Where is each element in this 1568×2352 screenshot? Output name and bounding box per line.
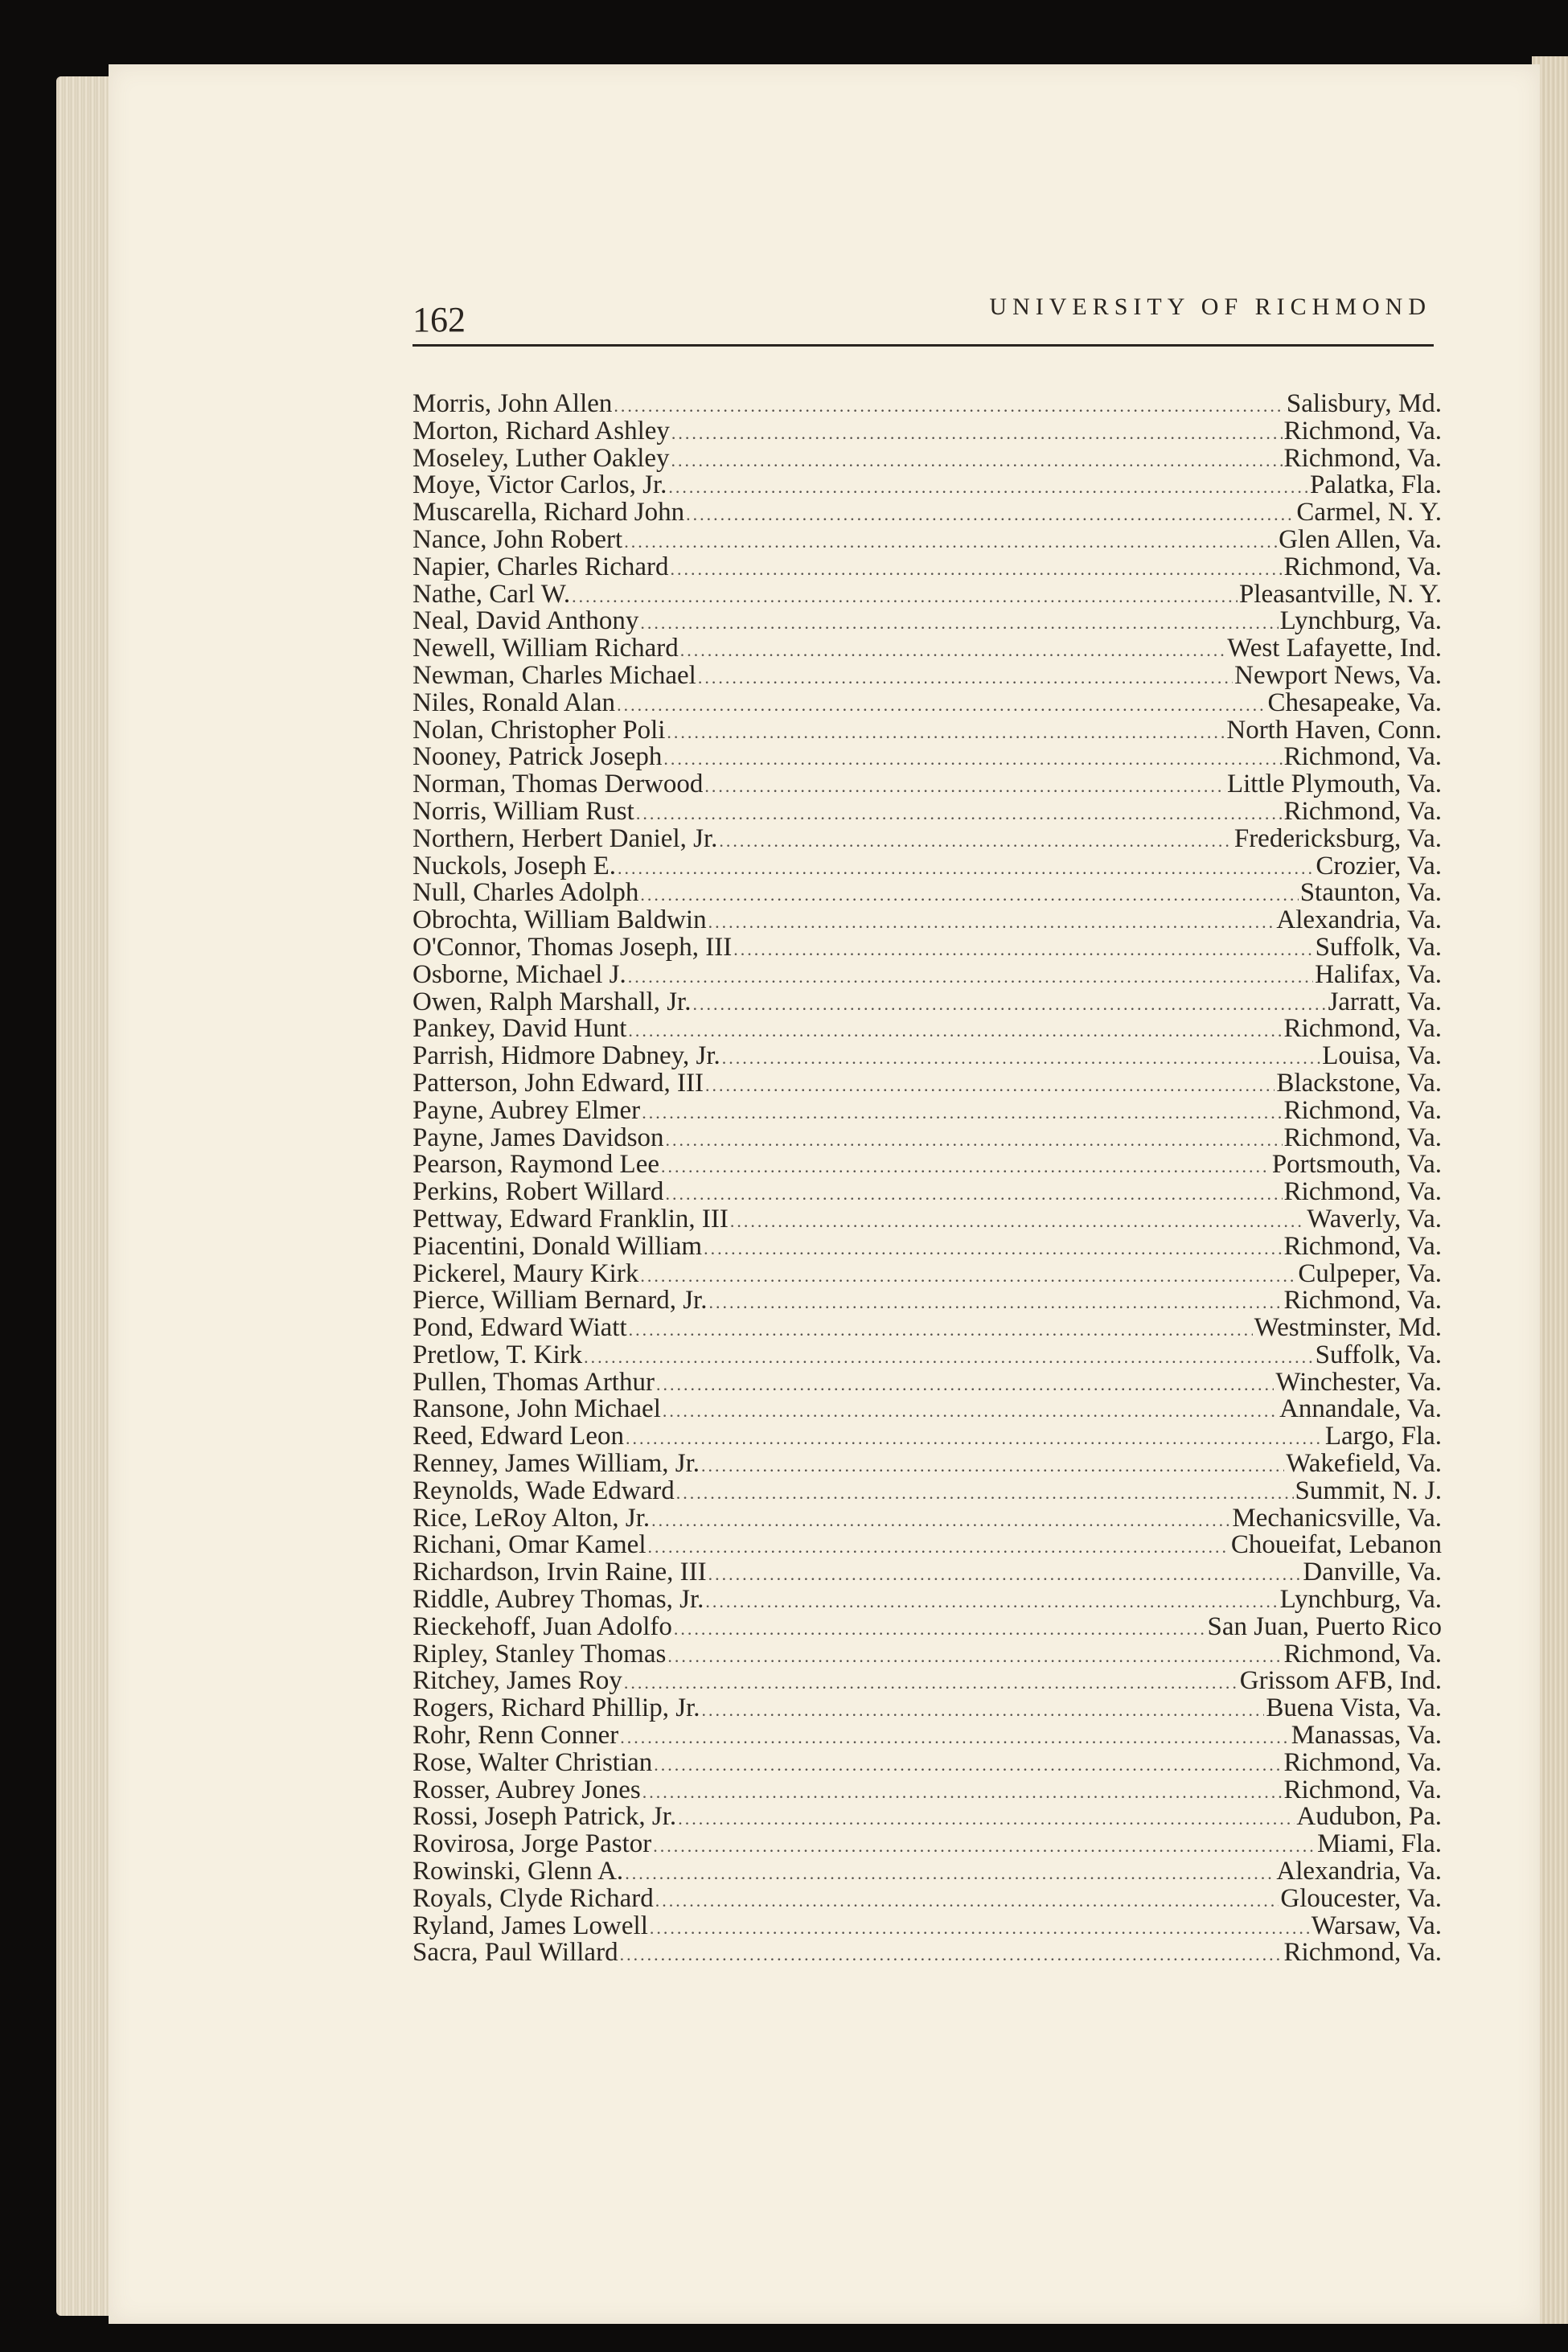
book-page-edges [56, 76, 113, 2316]
hometown: Glen Allen, Va. [1279, 524, 1442, 554]
student-name: Rowinski, Glenn A. [413, 1857, 624, 1886]
dot-leader [676, 1480, 1294, 1507]
dot-leader [686, 501, 1295, 528]
student-name: Northern, Herbert Daniel, Jr. [413, 823, 718, 853]
student-directory-list [413, 391, 1442, 1967]
directory-entry [413, 1559, 1442, 1586]
directory-entry [413, 1423, 1442, 1451]
directory-entry [413, 1342, 1442, 1369]
directory-entry [413, 1125, 1442, 1152]
directory-entry [413, 418, 1442, 445]
hometown: Richmond, Va. [1283, 1938, 1442, 1968]
directory-entry [413, 608, 1442, 635]
dot-leader [656, 1371, 1274, 1398]
directory-entry [413, 1233, 1442, 1261]
directory-entry [413, 635, 1442, 663]
dot-leader [620, 1724, 1289, 1751]
directory-entry [413, 1043, 1442, 1070]
directory-entry [413, 1668, 1442, 1695]
student-name: Richardson, Irvin Raine, III [413, 1558, 707, 1587]
hometown: Richmond, Va. [1283, 552, 1442, 581]
hometown: Wakefield, Va. [1286, 1449, 1442, 1479]
student-name: Pond, Edward Wiatt [413, 1313, 627, 1343]
student-name: Napier, Charles Richard [413, 552, 669, 581]
hometown: Louisa, Va. [1322, 1041, 1442, 1071]
student-name: Rohr, Renn Conner [413, 1721, 619, 1751]
hometown: Richmond, Va. [1283, 1286, 1442, 1316]
student-name: Renney, James William, Jr. [413, 1449, 700, 1479]
directory-entry [413, 1804, 1442, 1831]
student-name: Ransone, John Michael [413, 1394, 661, 1424]
directory-entry [413, 1722, 1442, 1750]
student-name: Norris, William Rust [413, 796, 634, 826]
dot-leader [655, 1887, 1279, 1915]
hometown: Blackstone, Va. [1276, 1068, 1442, 1098]
directory-entry [413, 880, 1442, 907]
directory-entry [413, 1478, 1442, 1505]
directory-entry [413, 1179, 1442, 1206]
directory-entry [413, 717, 1442, 745]
student-name: Neal, David Anthony [413, 606, 639, 636]
student-name: Patterson, John Edward, III [413, 1068, 704, 1098]
hometown: Culpeper, Va. [1298, 1258, 1442, 1288]
directory-entry [413, 472, 1442, 499]
directory-entry [413, 499, 1442, 527]
student-name: Richani, Omar Kamel [413, 1530, 646, 1560]
student-name: Reed, Edward Leon [413, 1422, 624, 1451]
dot-leader [663, 1398, 1278, 1425]
directory-entry [413, 1831, 1442, 1858]
running-head: UNIVERSITY OF RICHMOND [989, 293, 1431, 320]
student-name: Sacra, Paul Willard [413, 1938, 618, 1968]
student-name: Moseley, Luther Oakley [413, 443, 670, 473]
directory-entry [413, 1396, 1442, 1423]
directory-entry [413, 1939, 1442, 1967]
student-name: Perkins, Robert Willard [413, 1177, 664, 1207]
hometown: West Lafayette, Ind. [1227, 634, 1442, 663]
student-name: Ritchey, James Roy [413, 1666, 622, 1696]
hometown: Halifax, Va. [1315, 959, 1442, 989]
dot-leader [702, 1697, 1265, 1724]
student-name: Pettway, Edward Franklin, III [413, 1204, 729, 1233]
student-name: Muscarella, Richard John [413, 498, 685, 527]
directory-entry [413, 1369, 1442, 1397]
hometown: Chesapeake, Va. [1267, 688, 1442, 717]
dot-leader [636, 800, 1283, 827]
directory-entry [413, 1858, 1442, 1886]
directory-entry [413, 1641, 1442, 1669]
dot-leader [642, 1099, 1282, 1127]
dot-leader [628, 963, 1313, 991]
dot-leader [624, 528, 1277, 556]
student-name: Nuckols, Joseph E. [413, 851, 616, 880]
student-name: Morris, John Allen [413, 389, 613, 418]
dot-leader [705, 1588, 1278, 1615]
dot-leader [666, 1127, 1283, 1154]
student-name: Newell, William Richard [413, 634, 679, 663]
directory-entry [413, 1206, 1442, 1233]
hometown: Staunton, Va. [1299, 878, 1442, 908]
student-name: Rose, Walter Christian [413, 1747, 653, 1777]
directory-entry [413, 690, 1442, 717]
dot-leader [626, 1425, 1324, 1452]
hometown: Palatka, Fla. [1309, 470, 1442, 500]
hometown: Lynchburg, Va. [1279, 606, 1442, 636]
student-name: Nathe, Carl W. [413, 579, 571, 609]
dot-leader [624, 1669, 1238, 1697]
directory-entry [413, 959, 1442, 989]
hometown: Alexandria, Va. [1276, 1857, 1442, 1886]
dot-leader [620, 1941, 1283, 1968]
student-name: Pankey, David Hunt [413, 1014, 627, 1044]
student-name: Obrochta, William Baldwin [413, 905, 707, 935]
directory-entry [413, 1695, 1442, 1722]
hometown: Carmel, N. Y. [1296, 498, 1442, 527]
directory-entry [413, 660, 1442, 690]
hometown: Audubon, Pa. [1296, 1802, 1442, 1832]
hometown: Portsmouth, Va. [1271, 1150, 1442, 1180]
dot-leader [667, 719, 1225, 746]
hometown: Lynchburg, Va. [1279, 1585, 1442, 1615]
student-name: Royals, Clyde Richard [413, 1883, 654, 1913]
directory-entry [413, 1451, 1442, 1478]
student-name: Norman, Thomas Derwood [413, 770, 704, 799]
hometown: Winchester, Va. [1275, 1367, 1442, 1397]
hometown: Westminster, Md. [1254, 1313, 1442, 1343]
hometown: Grissom AFB, Ind. [1239, 1666, 1442, 1696]
student-name: Payne, Aubrey Elmer [413, 1095, 641, 1125]
dot-leader [648, 1533, 1229, 1561]
hometown: San Juan, Puerto Rico [1207, 1611, 1442, 1641]
hometown: Richmond, Va. [1283, 1014, 1442, 1044]
student-name: Ripley, Stanley Thomas [413, 1639, 667, 1669]
hometown: Richmond, Va. [1283, 1775, 1442, 1804]
hometown: Choueifat, Lebanon [1230, 1530, 1442, 1560]
dot-leader [614, 392, 1284, 420]
directory-entry [413, 823, 1442, 853]
student-name: Payne, James Davidson [413, 1123, 664, 1152]
student-name: Nance, John Robert [413, 524, 623, 554]
hometown: Richmond, Va. [1283, 1095, 1442, 1125]
hometown: Fredericksburg, Va. [1233, 823, 1442, 853]
dot-leader [640, 1262, 1296, 1290]
hometown: Richmond, Va. [1283, 1177, 1442, 1207]
directory-entry [413, 744, 1442, 771]
student-name: Rice, LeRoy Alton, Jr. [413, 1503, 651, 1533]
dot-leader [698, 664, 1233, 692]
directory-entry [413, 934, 1442, 962]
directory-entry [413, 1883, 1442, 1913]
student-name: Null, Charles Adolph [413, 878, 639, 908]
hometown: Warsaw, Va. [1311, 1911, 1442, 1940]
student-name: Pearson, Raymond Lee [413, 1150, 660, 1180]
directory-entry [413, 1586, 1442, 1614]
dot-leader [584, 1344, 1313, 1371]
directory-entry [413, 391, 1442, 418]
directory-entry [413, 445, 1442, 473]
dot-leader [572, 583, 1238, 610]
hometown: Crozier, Va. [1316, 851, 1442, 880]
directory-entry [413, 524, 1442, 554]
hometown: Richmond, Va. [1283, 1639, 1442, 1669]
hometown: Pleasantville, N. Y. [1238, 579, 1442, 609]
student-name: Nooney, Patrick Joseph [413, 742, 663, 772]
header-rule [413, 344, 1434, 347]
hometown: Richmond, Va. [1283, 1123, 1442, 1152]
hometown: Richmond, Va. [1283, 1231, 1442, 1261]
dot-leader [625, 1860, 1275, 1887]
dot-leader [651, 1507, 1230, 1534]
dot-leader [667, 1643, 1282, 1670]
hometown: Annandale, Va. [1279, 1394, 1442, 1424]
directory-entry [413, 907, 1442, 934]
student-name: Owen, Ralph Marshall, Jr. [413, 987, 692, 1016]
student-name: Osborne, Michael J. [413, 959, 626, 989]
student-name: Pierce, William Bernard, Jr. [413, 1286, 708, 1316]
hometown: Buena Vista, Va. [1266, 1693, 1442, 1723]
dot-leader [680, 637, 1226, 664]
hometown: North Haven, Conn. [1226, 715, 1442, 745]
student-name: Niles, Ronald Alan [413, 688, 616, 717]
dot-leader [653, 1833, 1316, 1860]
student-name: Pullen, Thomas Arthur [413, 1367, 655, 1397]
dot-leader [722, 1045, 1320, 1072]
dot-leader [733, 936, 1313, 963]
hometown: Danville, Va. [1303, 1558, 1442, 1587]
directory-entry [413, 554, 1442, 581]
hometown: Jarratt, Va. [1328, 987, 1442, 1016]
hometown: Manassas, Va. [1291, 1721, 1442, 1751]
dot-leader [654, 1751, 1282, 1779]
dot-leader [705, 1072, 1275, 1099]
hometown: Little Plymouth, Va. [1226, 770, 1442, 799]
dot-leader [642, 1779, 1283, 1806]
dot-leader [708, 909, 1275, 936]
hometown: Richmond, Va. [1283, 796, 1442, 826]
student-name: Parrish, Hidmore Dabney, Jr. [413, 1041, 720, 1071]
hometown: Salisbury, Md. [1286, 389, 1442, 418]
directory-entry [413, 798, 1442, 826]
hometown: Waverly, Va. [1307, 1204, 1442, 1233]
hometown: Richmond, Va. [1283, 443, 1442, 473]
directory-entry [413, 1532, 1442, 1559]
hometown: Richmond, Va. [1283, 742, 1442, 772]
dot-leader [692, 991, 1326, 1018]
student-name: Moye, Victor Carlos, Jr. [413, 470, 667, 500]
dot-leader [629, 1316, 1253, 1344]
dot-leader [671, 420, 1283, 447]
student-name: Pickerel, Maury Kirk [413, 1258, 639, 1288]
hometown: Suffolk, Va. [1315, 1340, 1442, 1369]
dot-leader [704, 773, 1225, 800]
directory-entry [413, 1777, 1442, 1804]
directory-entry [413, 1913, 1442, 1940]
student-name: Morton, Richard Ashley [413, 416, 670, 445]
student-name: Newman, Charles Michael [413, 660, 696, 690]
student-name: Riddle, Aubrey Thomas, Jr. [413, 1585, 704, 1615]
dot-leader [661, 1153, 1270, 1180]
student-name: Reynolds, Wade Edward [413, 1476, 675, 1505]
dot-leader [708, 1289, 1282, 1316]
dot-leader [640, 610, 1278, 637]
hometown: Summit, N. J. [1295, 1476, 1442, 1505]
dot-leader [704, 1235, 1282, 1262]
directory-entry [413, 1258, 1442, 1288]
hometown: Richmond, Va. [1283, 1747, 1442, 1777]
dot-leader [668, 474, 1308, 501]
hometown: Newport News, Va. [1234, 660, 1442, 690]
student-name: Rossi, Joseph Patrick, Jr. [413, 1802, 677, 1832]
student-name: Rogers, Richard Phillip, Jr. [413, 1693, 700, 1723]
dot-leader [617, 692, 1266, 719]
dot-leader [719, 827, 1232, 855]
hometown: Suffolk, Va. [1315, 932, 1442, 962]
student-name: O'Connor, Thomas Joseph, III [413, 932, 733, 962]
dot-leader [674, 1615, 1206, 1643]
dot-leader [671, 447, 1283, 474]
directory-entry [413, 771, 1442, 798]
directory-entry [413, 1151, 1442, 1179]
page-number: 162 [413, 300, 466, 339]
dot-leader [708, 1561, 1302, 1588]
student-name: Piacentini, Donald William [413, 1231, 703, 1261]
directory-entry [413, 1287, 1442, 1315]
student-name: Ryland, James Lowell [413, 1911, 648, 1940]
student-name: Pretlow, T. Kirk [413, 1340, 583, 1369]
dot-leader [701, 1452, 1284, 1480]
student-name: Rieckehoff, Juan Adolfo [413, 1611, 672, 1641]
directory-entry [413, 1747, 1442, 1777]
student-name: Rosser, Aubrey Jones [413, 1775, 641, 1804]
directory-entry [413, 581, 1442, 609]
dot-leader [678, 1805, 1295, 1833]
hometown: Miami, Fla. [1317, 1829, 1442, 1859]
directory-entry [413, 1016, 1442, 1043]
hometown: Mechanicsville, Va. [1232, 1503, 1442, 1533]
dot-leader [730, 1208, 1305, 1235]
student-name: Rovirosa, Jorge Pastor [413, 1829, 652, 1859]
hometown: Largo, Fla. [1324, 1422, 1442, 1451]
directory-entry [413, 1095, 1442, 1125]
dot-leader [640, 881, 1298, 909]
directory-entry [413, 1611, 1442, 1641]
dot-leader [618, 855, 1314, 882]
hometown: Alexandria, Va. [1276, 905, 1442, 935]
dot-leader [628, 1017, 1282, 1045]
directory-entry [413, 853, 1442, 880]
directory-entry [413, 1315, 1442, 1342]
student-name: Nolan, Christopher Poli [413, 715, 666, 745]
dot-leader [665, 1180, 1282, 1208]
dot-leader [663, 745, 1282, 773]
directory-entry [413, 989, 1442, 1016]
dot-leader [670, 556, 1282, 583]
dot-leader [650, 1915, 1310, 1942]
directory-entry [413, 1505, 1442, 1533]
directory-entry [413, 1070, 1442, 1098]
hometown: Richmond, Va. [1283, 416, 1442, 445]
hometown: Gloucester, Va. [1280, 1883, 1442, 1913]
